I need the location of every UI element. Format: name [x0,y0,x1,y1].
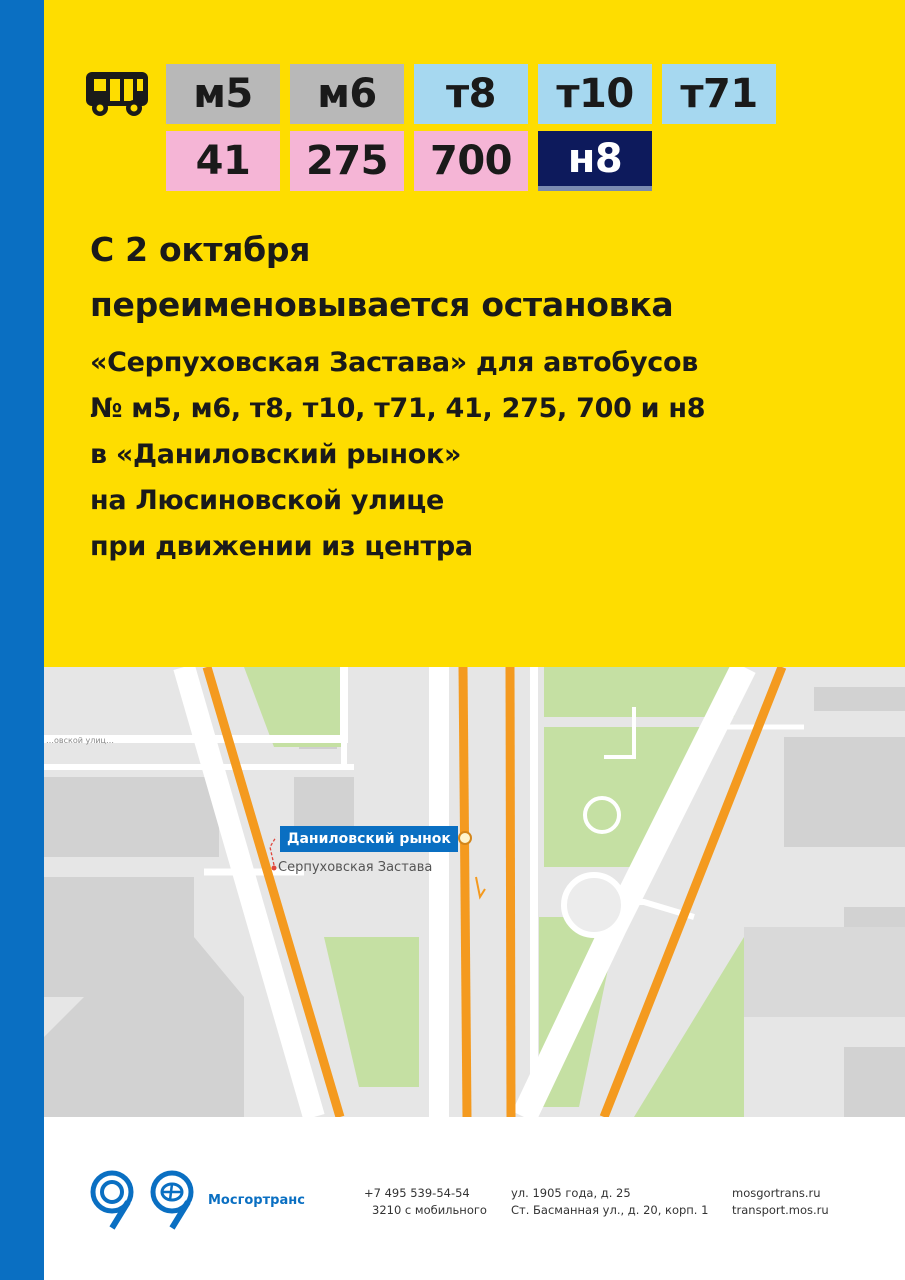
route-badge-n8: н8 [538,131,652,191]
route-badge-t10: т10 [538,64,652,124]
mosgortrans-logo-icon [88,1170,138,1230]
side-accent-bar [0,0,44,1280]
address-line: ул. 1905 года, д. 25 [511,1186,631,1200]
street-label: …овской улиц… [46,736,114,745]
brand-name: Мосгортранс [208,1193,305,1208]
phone-number: +7 495 539-54-54 [364,1186,470,1200]
notice-line: при движении из центра [90,531,473,562]
notice-line: № м5, м6, т8, т10, т71, 41, 275, 700 и н8 [90,393,706,424]
old-stop-label: Серпуховская Застава [278,860,433,875]
notice-title: переименовывается остановка [90,285,674,324]
notice-details [90,340,880,570]
address-line: Ст. Басманная ул., д. 20, корп. 1 [511,1203,709,1217]
route-badge-41: 41 [166,131,280,191]
area-map [44,667,905,1117]
phone-block [364,1185,487,1219]
website-link[interactable]: transport.mos.ru [732,1203,829,1217]
address-block [511,1185,708,1219]
bus-icon [84,68,150,120]
notice-text [90,222,880,570]
notice-line: на Люсиновской улице [90,485,444,516]
route-badge-t71: т71 [662,64,776,124]
website-block [732,1185,829,1219]
notice-date: С 2 октября [90,230,311,269]
mobile-number: 3210 с мобильного [372,1203,487,1217]
notice-line: в «Даниловский рынок» [90,439,462,470]
route-badge-m5: м5 [166,64,280,124]
route-badge-t8: т8 [414,64,528,124]
route-badge-275: 275 [290,131,404,191]
map-drawing [44,667,905,1117]
website-link[interactable]: mosgortrans.ru [732,1186,821,1200]
notice-line: «Серпуховская Застава» для автобусов [90,347,699,378]
new-stop-label: Даниловский рынок [280,826,458,852]
route-badge-700: 700 [414,131,528,191]
route-badge-m6: м6 [290,64,404,124]
transport-logo-icon [148,1170,198,1230]
